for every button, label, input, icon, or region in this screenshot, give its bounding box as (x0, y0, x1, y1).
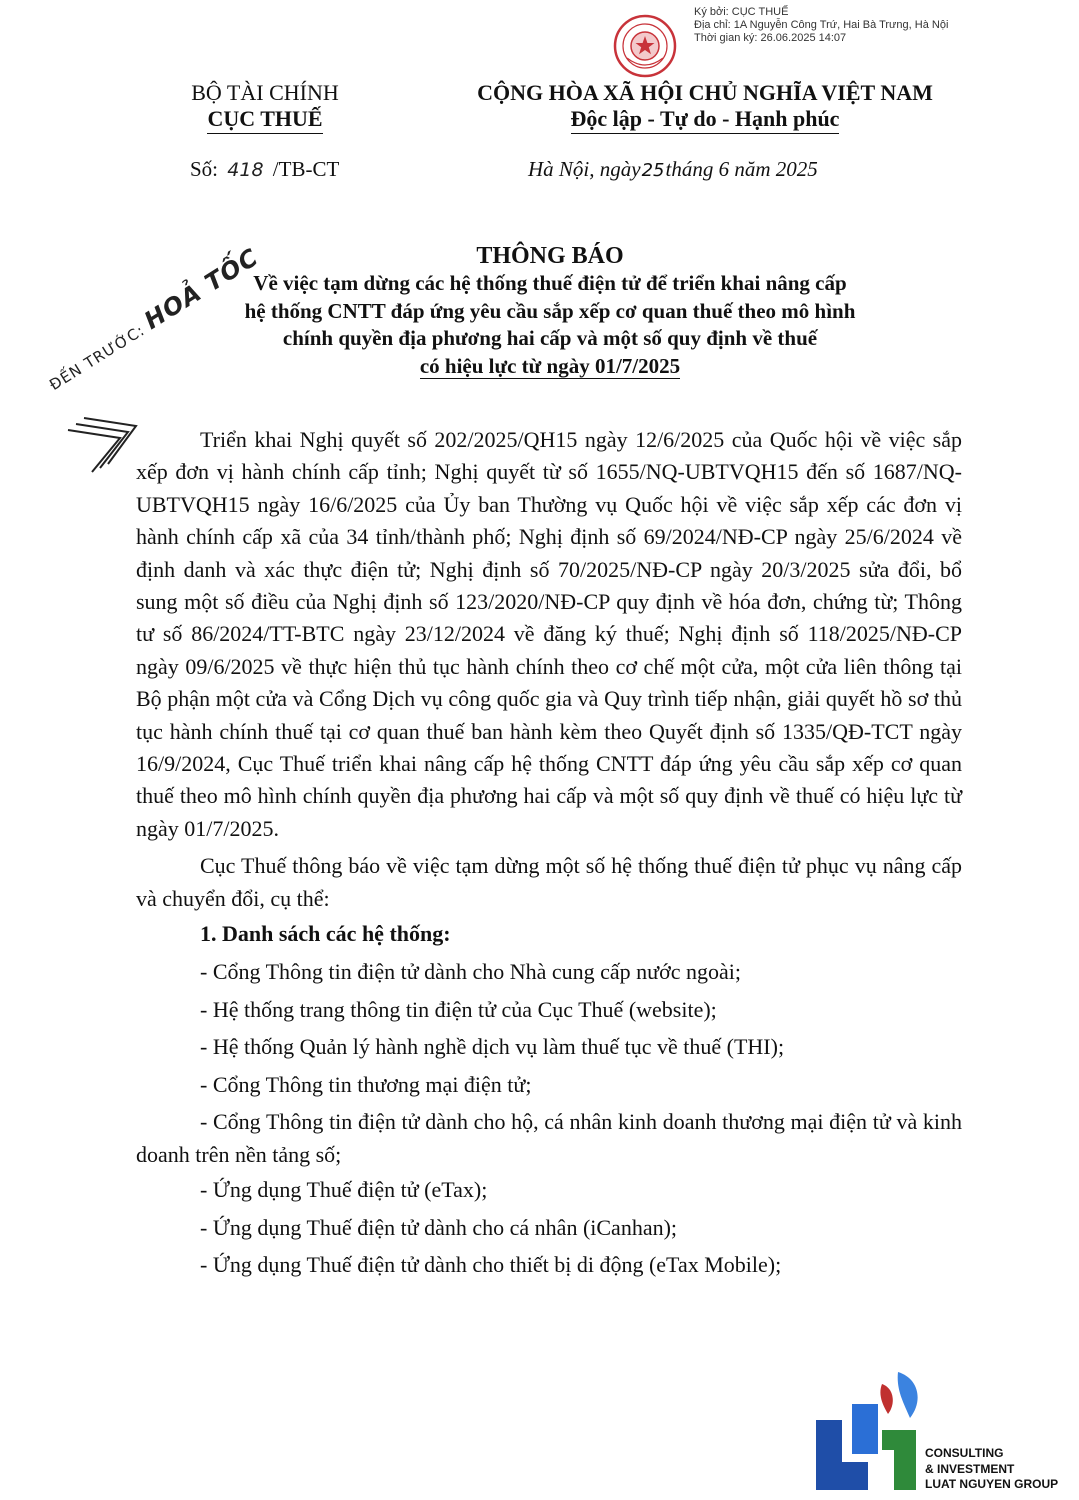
signer-address: Địa chỉ: 1A Nguyễn Công Trứ, Hai Bà Trưng, Hà Nội (694, 19, 949, 31)
number-label: Số: (190, 157, 219, 181)
national-motto: Độc lập - Tự do - Hạnh phúc (571, 106, 840, 134)
luat-nguyen-logo-icon (808, 1370, 928, 1494)
document-title (150, 242, 950, 380)
title-subtitle-line4: có hiệu lực từ ngày 01/7/2025 (419, 353, 681, 378)
watermark-text (925, 1446, 1058, 1493)
list-item: - Hệ thống trang thông tin điện tử của Cục Thuế (website); (200, 996, 717, 1022)
list-item: - Cổng Thông tin điện tử dành cho hộ, cá nhân kinh doanh thương mại điện tử và kinh doanh trên nền tảng số; (136, 1109, 962, 1167)
issuing-organization (150, 80, 380, 134)
list-item: - Ứng dụng Thuế điện tử dành cho thiết bị di động (eTax Mobile); (200, 1252, 782, 1278)
watermark-line2: & INVESTMENT (925, 1461, 1015, 1476)
body-paragraph-2: Cục Thuế thông báo về việc tạm dừng một số hệ thống thuế điện tử phục vụ nâng cấp và chuyển đổi, cụ thể: (136, 853, 962, 911)
title-subtitle-line3: chính quyền địa phương hai cấp và một số quy định về thuế (282, 326, 818, 350)
date-line (528, 157, 818, 182)
list-item: - Hệ thống Quản lý hành nghề dịch vụ làm thuế tục về thuế (THI); (200, 1034, 785, 1060)
list-item: - Ứng dụng Thuế điện tử (eTax); (200, 1177, 488, 1203)
section-1-title: 1. Danh sách các hệ thống: (200, 921, 451, 947)
list-item: - Cổng Thông tin điện tử dành cho Nhà cung cấp nước ngoài; (200, 959, 741, 985)
national-emblem-seal-icon (613, 14, 677, 78)
document-body (136, 424, 962, 1284)
nation-name: CỘNG HÒA XÃ HỘI CHỦ NGHĨA VIỆT NAM (477, 80, 933, 105)
signed-by: Ký bởi: CỤC THUẾ (694, 6, 789, 18)
date-day: 25 (641, 160, 665, 181)
title-subtitle-line2: hệ thống CNTT đáp ứng yêu cầu sắp xếp cơ quan thuế theo mô hình (244, 298, 856, 323)
stamp-urgent: HOẢ TỐC (139, 242, 264, 335)
body-paragraph-1: Triển khai Nghị quyết số 202/2025/QH15 ngày 12/6/2025 của Quốc hội về việc sắp xếp đơn vị hành chính cấp tỉnh; Nghị quyết từ số 1655/NQ-UBTVQH15 đến số 1687/NQ-UBTVQH15 ngày 16/6/2025 của Ủy ban Thường vụ Quốc hội về việc sắp xếp các đơn vị hành chính cấp xã của 34 tỉnh/thành phố; Nghị định số 69/2024/NĐ-CP ngày 25/6/2024 về định danh và xác thực điện tử; Nghị định số 70/2025/NĐ-CP ngày 20/3/2025 sửa đổi, bổ sung một số điều của Nghị định số 123/2020/NĐ-CP quy định về hóa đơn, chứng từ; Thông tư số 86/2024/TT-BTC ngày 23/12/2024 về đăng ký thuế; Nghị định số 118/2025/NĐ-CP ngày 09/6/2025 về thực hiện thủ tục hành chính theo cơ chế một cửa, một cửa liên thông tại Bộ phận một cửa và Cổng Dịch vụ công quốc gia và Quy trình tiếp nhận, giải quyết hồ sơ thủ tục hành chính thuế tại cơ quan thuế ban hành kèm theo Quyết định số 1335/QĐ-TCT ngày 16/9/2024, Cục Thuế triển khai nâng cấp hệ thống CNTT đáp ứng yêu cầu sắp xếp cơ quan thuế theo mô hình chính quyền địa phương hai cấp và một số quy định về thuế có hiệu lực từ ngày 01/7/2025. (136, 427, 962, 841)
list-item: - Cổng Thông tin thương mại điện tử; (200, 1071, 532, 1097)
watermark-line1: CONSULTING (925, 1446, 1004, 1460)
document-number (190, 157, 339, 182)
watermark-line3: LUAT NGUYEN GROUP (925, 1477, 1059, 1491)
title-heading: THÔNG BÁO (476, 243, 624, 269)
number-suffix: /TB-CT (272, 157, 340, 181)
signed-time: Thời gian ký: 26.06.2025 14:07 (694, 32, 847, 44)
date-suffix: tháng 6 năm 2025 (665, 157, 818, 181)
ministry-name: BỘ TÀI CHÍNH (191, 80, 339, 105)
agency-name: CỤC THUẾ (207, 106, 322, 134)
list-item: - Ứng dụng Thuế điện tử dành cho cá nhân (iCanhan); (200, 1214, 678, 1240)
national-heading (440, 80, 970, 134)
number-value: 418 (227, 159, 264, 181)
digital-signature-info (694, 6, 948, 45)
date-prefix: Hà Nội, ngày (528, 157, 641, 181)
title-subtitle-line1: Về việc tạm dừng các hệ thống thuế điện tử để triển khai nâng cấp (253, 271, 847, 295)
stamp-arrows-icon (62, 410, 142, 480)
stamp-received: ĐẾN TRƯỚC: (46, 321, 149, 395)
